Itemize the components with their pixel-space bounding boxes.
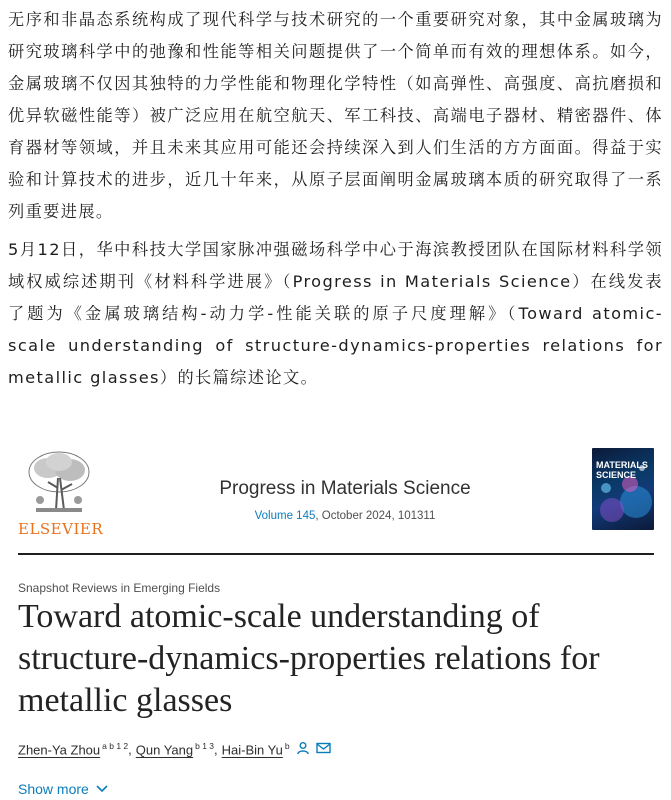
cover-text: MATERIALS SCIENCE <box>596 460 648 480</box>
author-separator: , <box>214 742 218 757</box>
author-affiliations: a b 1 2 <box>102 741 129 752</box>
envelope-icon[interactable] <box>316 742 331 757</box>
intro-paragraph-1: 无序和非晶态系统构成了现代科学与技术研究的一个重要研究对象，其中金属玻璃为研究玻璃科学中的弛豫和性能等相关问题提供了一个简单而有效的理想体系。如今，金属玻璃不仅因其独特的力学性能和物理化学特性（如高弹性、高强度、高抗磨损和优异软磁性能等）被广泛应用在航空航天、军工科技、高端电子器材、精密器件、体育器材等领域，并且未来其应用可能还会持续深入到人们生活的方方面面。得益于实验和计算技术的进步，近几十年来，从原子层面阐明金属玻璃本质的研究取得了一系列重要进展。 <box>8 10 663 221</box>
author-name[interactable]: Hai-Bin Yu <box>221 742 283 758</box>
author-3[interactable] <box>222 741 290 757</box>
intro-paragraph-2: 5月12日，华中科技大学国家脉冲强磁场科学中心于海滨教授团队在国际材料科学领域权威综述期刊《材料科学进展》（Progress in Materials Science）在线发表了题为《金属玻璃结构-动力学-性能关联的原子尺度理解》（Toward atomic-scale understanding of structure-dynamics-properties relations for metallic glasses）的长篇综述论文。 <box>8 240 663 387</box>
header-divider <box>18 553 654 555</box>
author-affiliations: b 1 3 <box>195 741 215 752</box>
issue-info: , October 2024, 101311 <box>315 510 436 522</box>
article-type: Snapshot Reviews in Emerging Fields <box>18 581 221 595</box>
author-name[interactable]: Qun Yang <box>135 742 194 758</box>
author-name[interactable]: Zhen-Ya Zhou <box>18 742 101 758</box>
elsevier-wordmark: ELSEVIER <box>18 520 104 538</box>
elsevier-tree-icon <box>18 448 100 520</box>
show-more-button[interactable] <box>18 781 109 797</box>
journal-title[interactable]: Progress in Materials Science <box>219 478 471 499</box>
show-more-label: Show more <box>18 781 89 797</box>
author-1[interactable] <box>18 741 128 757</box>
author-affiliations: b <box>284 741 290 752</box>
volume-link[interactable]: Volume 145 <box>254 510 316 522</box>
chevron-down-icon <box>95 784 109 794</box>
journal-cover-image[interactable] <box>592 448 654 530</box>
author-2[interactable] <box>136 741 214 757</box>
journal-header <box>0 440 671 552</box>
journal-volume-info <box>160 510 530 522</box>
article-title: Toward atomic-scale understanding of structure-dynamics-properties relations for metallic glasses <box>18 598 600 719</box>
author-separator: , <box>128 742 132 757</box>
person-icon[interactable] <box>296 741 310 758</box>
author-list <box>18 741 331 758</box>
elsevier-logo[interactable] <box>18 448 104 540</box>
